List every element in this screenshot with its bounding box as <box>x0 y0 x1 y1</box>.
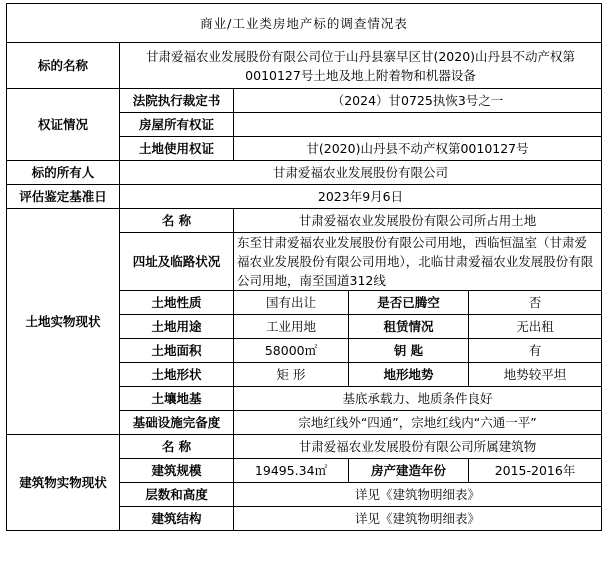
valuation-date-label: 评估鉴定基准日 <box>7 185 120 209</box>
owner-value: 甘肃爱福农业发展股份有限公司 <box>120 161 602 185</box>
soil-label: 土壤地基 <box>120 387 234 411</box>
land-nature-label: 土地性质 <box>120 291 234 315</box>
land-shape-value: 矩 形 <box>234 363 349 387</box>
land-nature-value: 国有出让 <box>234 291 349 315</box>
building-name-value: 甘肃爱福农业发展股份有限公司所属建筑物 <box>234 435 602 459</box>
infra-value: 宗地红线外“四通”，宗地红线内“六通一平” <box>234 411 602 435</box>
land-area-value: 58000㎡ <box>234 339 349 363</box>
floors-height-label: 层数和高度 <box>120 483 234 507</box>
keys-label: 钥 匙 <box>349 339 469 363</box>
terrain-value: 地势较平坦 <box>469 363 602 387</box>
house-cert-label: 房屋所有权证 <box>120 113 234 137</box>
subject-label: 标的名称 <box>7 43 120 89</box>
court-ruling-value: （2024）甘0725执恢3号之一 <box>234 89 602 113</box>
boundary-value: 东至甘肃爱福农业发展股份有限公司用地，西临恒温室（甘肃爱福农业发展股份有限公司用地），北临甘肃爱福农业发展股份有限公司用地，南至国道312线 <box>234 233 602 291</box>
building-scale-value: 19495.34㎡ <box>234 459 349 483</box>
land-name-value: 甘肃爱福农业发展股份有限公司所占用土地 <box>234 209 602 233</box>
court-ruling-label: 法院执行裁定书 <box>120 89 234 113</box>
house-cert-value <box>234 113 602 137</box>
subject-value: 甘肃爱福农业发展股份有限公司位于山丹县寨早区甘(2020)山丹县不动产权第0010127号土地及地上附着物和机器设备 <box>120 43 602 89</box>
rights-label: 权证情况 <box>7 89 120 161</box>
land-cert-value: 甘(2020)山丹县不动产权第0010127号 <box>234 137 602 161</box>
building-structure-value: 详见《建筑物明细表》 <box>234 507 602 531</box>
lease-value: 无出租 <box>469 315 602 339</box>
land-use-label: 土地用途 <box>120 315 234 339</box>
build-year-label: 房产建造年份 <box>349 459 469 483</box>
building-scale-label: 建筑规模 <box>120 459 234 483</box>
building-name-label: 名 称 <box>120 435 234 459</box>
vacant-label: 是否已腾空 <box>349 291 469 315</box>
survey-table <box>6 3 602 531</box>
valuation-date-value: 2023年9月6日 <box>120 185 602 209</box>
keys-value: 有 <box>469 339 602 363</box>
land-use-value: 工业用地 <box>234 315 349 339</box>
land-cert-label: 土地使用权证 <box>120 137 234 161</box>
building-structure-label: 建筑结构 <box>120 507 234 531</box>
infra-label: 基础设施完备度 <box>120 411 234 435</box>
build-year-value: 2015-2016年 <box>469 459 602 483</box>
building-section-label: 建筑物实物现状 <box>7 435 120 531</box>
lease-label: 租赁情况 <box>349 315 469 339</box>
table-title: 商业/工业类房地产标的调查情况表 <box>7 4 602 43</box>
land-shape-label: 土地形状 <box>120 363 234 387</box>
boundary-label: 四址及临路状况 <box>120 233 234 291</box>
owner-label: 标的所有人 <box>7 161 120 185</box>
land-section-label: 土地实物现状 <box>7 209 120 435</box>
land-name-label: 名 称 <box>120 209 234 233</box>
soil-value: 基底承载力、地质条件良好 <box>234 387 602 411</box>
land-area-label: 土地面积 <box>120 339 234 363</box>
floors-height-value: 详见《建筑物明细表》 <box>234 483 602 507</box>
vacant-value: 否 <box>469 291 602 315</box>
terrain-label: 地形地势 <box>349 363 469 387</box>
